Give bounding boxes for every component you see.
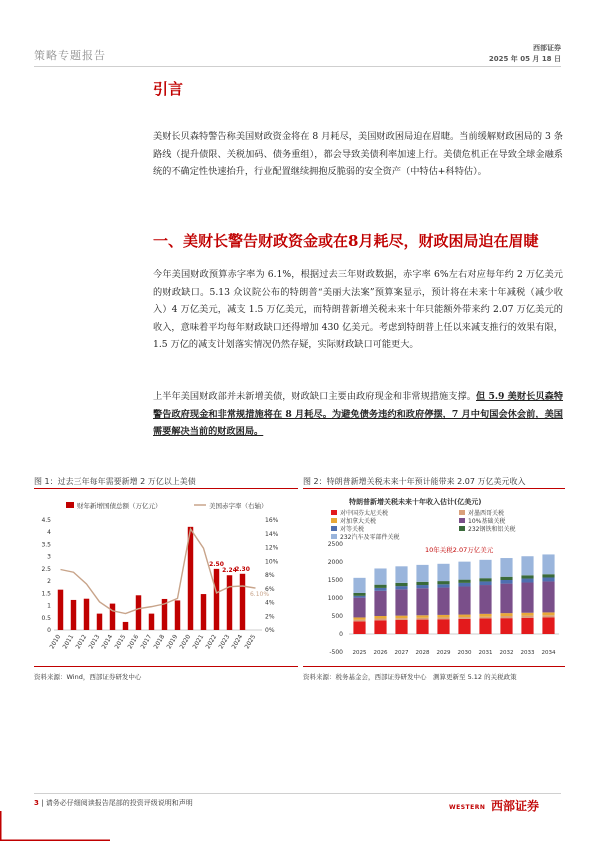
x-tick-label: 2012 [74, 633, 89, 651]
stacked-bar-segment [542, 612, 554, 615]
section-paragraph-2 [153, 388, 563, 441]
y-left-tick-label: 4 [47, 529, 51, 537]
stacked-bar-segment [500, 616, 512, 618]
footer-disclaimer-text: 请务必仔细阅读报告尾部的投资评级说明和声明 [45, 799, 193, 807]
bar-new-debt [123, 622, 128, 630]
y-right-tick-label: 2% [265, 613, 275, 621]
figure-1-top-rule [34, 488, 298, 489]
y-right-tick-label: 6% [265, 585, 275, 593]
y-left-tick-label: 3 [47, 553, 51, 561]
stacked-bar-segment [458, 617, 470, 619]
page-number-separator: | [41, 799, 46, 807]
x-tick-label: 2031 [478, 650, 493, 656]
x-tick-label: 2028 [415, 650, 430, 656]
stacked-bar-segment [395, 566, 407, 583]
x-tick-label: 2014 [100, 633, 115, 651]
figure-1-bottom-rule [34, 666, 298, 667]
y-tick-label: 2000 [327, 559, 343, 566]
stacked-bar-segment [416, 588, 428, 615]
figure-2-svg [303, 490, 565, 662]
legend-swatch [331, 526, 337, 531]
figure-2-bottom-rule [303, 666, 565, 667]
footer-disclaimer [34, 798, 193, 808]
y-tick-label: 500 [331, 613, 343, 620]
stacked-bar-segment [500, 580, 512, 584]
stacked-bar-segment [416, 615, 428, 618]
stacked-bar-segment [374, 620, 386, 634]
stacked-bar-segment [479, 560, 491, 578]
stacked-bar-segment [458, 619, 470, 634]
stacked-bar-segment [458, 580, 470, 583]
x-tick-label: 2034 [541, 650, 556, 656]
x-tick-label: 2017 [139, 633, 154, 651]
stacked-bar-segment [395, 620, 407, 634]
stacked-bar-segment [479, 578, 491, 581]
x-tick-label: 2025 [243, 633, 258, 651]
bar-new-debt [227, 575, 232, 630]
x-tick-label: 2022 [204, 633, 219, 651]
legend-label-line: 美国赤字率（右轴） [209, 502, 268, 510]
figure-2-source: 资料来源：税务基金会，西部证券研发中心 测算更新至 5.12 的关税政策 [303, 673, 517, 681]
x-tick-label: 2024 [230, 633, 245, 651]
x-tick-label: 2021 [191, 633, 206, 651]
y-left-tick-label: 2.5 [41, 565, 51, 573]
stacked-bar-segment [374, 588, 386, 591]
stacked-bar-segment [500, 584, 512, 614]
stacked-bar-segment [395, 586, 407, 589]
stacked-bar-segment [437, 564, 449, 581]
legend-swatch [459, 510, 465, 515]
stacked-bar-segment [479, 581, 491, 585]
stacked-bar-segment [458, 562, 470, 580]
stacked-bar-segment [374, 591, 386, 616]
legend-swatch [459, 526, 465, 531]
legend-label: 对墨西哥关税 [468, 510, 505, 517]
bar-new-debt [149, 614, 154, 630]
bar-new-debt [84, 599, 89, 630]
logo-chinese: 西部证券 [491, 799, 540, 813]
stacked-bar-segment [374, 585, 386, 588]
legend-label: 对中国芬太尼关税 [340, 510, 389, 517]
y-tick-label: 1500 [327, 577, 343, 584]
legend-swatch [331, 510, 337, 515]
stacked-bar-segment [374, 619, 386, 621]
stacked-bar-segment [542, 581, 554, 612]
stacked-bar-segment [395, 616, 407, 619]
stacked-bar-segment [521, 616, 533, 618]
y-right-tick-label: 12% [265, 544, 279, 552]
legend-label: 对加拿大关税 [340, 518, 377, 525]
x-tick-label: 2025 [352, 650, 367, 656]
stacked-bar-segment [521, 579, 533, 583]
paragraph-2-emphasis: 但 5.9 美财长贝森特警告政府现金和非常规措施将在 8 月耗尽。为避免债务违约和政府停摆，7 月中旬国会休会前，美国需要解决当前的财政困局。 [153, 391, 564, 437]
stacked-bar-segment [458, 586, 470, 614]
stacked-bar-segment [353, 593, 365, 596]
corner-accent-decoration [0, 811, 110, 841]
stacked-bar-segment [458, 583, 470, 587]
bar-new-debt [201, 594, 206, 630]
y-left-tick-label: 0.5 [41, 614, 51, 622]
legend-swatch [331, 518, 337, 523]
legend-swatch [331, 534, 337, 539]
stacked-bar-segment [500, 577, 512, 580]
stacked-bar-segment [521, 556, 533, 575]
y-right-tick-label: 4% [265, 599, 275, 607]
x-tick-label: 2013 [87, 633, 102, 651]
stacked-bar-segment [521, 613, 533, 616]
x-tick-label: 2029 [436, 650, 451, 656]
figure-1-svg [34, 490, 298, 662]
legend-label: 232钢铁和铝关税 [468, 526, 516, 533]
figure-1-chart [34, 490, 298, 662]
bar-new-debt [175, 600, 180, 630]
y-right-tick-label: 16% [265, 517, 279, 524]
stacked-bar-segment [353, 621, 365, 634]
page-number: 3 [34, 799, 39, 807]
stacked-bar-segment [437, 615, 449, 618]
x-tick-label: 2010 [48, 633, 63, 651]
chart-annotation: 10年关税2.07万亿美元 [425, 546, 494, 554]
stacked-bar-segment [395, 618, 407, 620]
stacked-bar-segment [353, 596, 365, 598]
stacked-bar-segment [353, 617, 365, 619]
stacked-bar-segment [479, 585, 491, 614]
header-divider [34, 66, 561, 67]
x-tick-label: 2030 [457, 650, 472, 656]
stacked-bar-segment [542, 617, 554, 634]
stacked-bar-segment [437, 584, 449, 587]
legend-label: 232汽车及零部件关税 [340, 534, 400, 541]
stacked-bar-segment [416, 620, 428, 634]
stacked-bar-segment [521, 618, 533, 634]
legend-label: 10%基础关税 [468, 518, 506, 525]
stacked-bar-segment [416, 585, 428, 588]
stacked-bar-segment [395, 583, 407, 586]
section-paragraph-1: 今年美国财政预算赤字率为 6.1%，根据过去三年财政数据，赤字率 6%左右对应每年约 2 万亿美元的财政缺口。5.13 众议院公布的特朗普“美丽大法案”预算案显示，预计将在未来十年减税（减少收入）4 万亿美元，减支 1.5 万亿美元，而特朗普新增关税未来十年只能额外带来约 2.07 万亿美元的收入，意味着平均每年财政缺口还得增加 430 亿美元。考虑到特朗普上任以来减支推行的效果有限，1.5 万亿的减支计划落实情况仍然存疑，实际财政缺口可能更大。 [153, 269, 563, 350]
line-data-label: 6.10% [249, 591, 270, 599]
stacked-bar-segment [521, 583, 533, 613]
report-date: 2025 年 05 月 18 日 [488, 55, 561, 63]
stacked-bar-segment [500, 618, 512, 634]
bar-new-debt [136, 595, 141, 630]
y-right-tick-label: 14% [265, 530, 279, 538]
y-left-tick-label: 1.5 [41, 590, 51, 598]
stacked-bar-segment [521, 575, 533, 578]
stacked-bar-segment [374, 568, 386, 584]
bar-new-debt [97, 614, 102, 630]
stacked-bar-segment [542, 577, 554, 581]
stacked-bar-segment [458, 615, 470, 618]
y-tick-label: 1000 [327, 595, 343, 602]
x-tick-label: 2020 [178, 633, 193, 651]
stacked-bar-segment [374, 616, 386, 619]
bar-new-debt [110, 604, 115, 630]
stacked-bar-segment [353, 620, 365, 622]
stacked-bar-segment [416, 582, 428, 585]
stacked-bar-segment [437, 588, 449, 615]
stacked-bar-segment [416, 618, 428, 620]
brand-logo [449, 794, 561, 816]
y-left-tick-label: 1 [47, 602, 51, 610]
bar-new-debt [58, 590, 63, 630]
legend-label: 对等关税 [340, 526, 365, 533]
bar-new-debt [214, 569, 219, 630]
stacked-bar-segment [542, 554, 554, 574]
stacked-bar-segment [437, 619, 449, 634]
stacked-bar-segment [416, 565, 428, 582]
bar-new-debt [71, 600, 76, 630]
logo-english: WESTERN [449, 804, 486, 811]
chart-title: 特朗普新增关税未来十年收入估计(亿美元) [349, 498, 482, 506]
y-right-tick-label: 0% [265, 627, 275, 634]
y-tick-label: -500 [329, 649, 343, 656]
intro-title: 引言 [153, 80, 184, 98]
stacked-bar-segment [500, 613, 512, 616]
y-right-tick-label: 10% [265, 558, 279, 566]
stacked-bar-segment [353, 578, 365, 593]
x-tick-label: 2033 [520, 650, 535, 656]
stacked-bar-segment [479, 614, 491, 617]
bar-data-label: 2.24 [222, 567, 237, 575]
legend-swatch-bars [66, 502, 74, 508]
x-tick-label: 2019 [165, 633, 180, 651]
report-type: 策略专题报告 [34, 49, 106, 62]
stacked-bar-segment [479, 617, 491, 619]
stacked-bar-segment [479, 619, 491, 634]
figure-2-title: 图 2：特朗普新增关税未来十年预计能带来 2.07 万亿美元收入 [303, 477, 526, 486]
legend-swatch [459, 518, 465, 523]
y-tick-label: 2500 [327, 541, 343, 548]
x-tick-label: 2011 [61, 633, 76, 651]
stacked-bar-segment [500, 558, 512, 577]
x-tick-label: 2026 [373, 650, 388, 656]
paragraph-2-plain: 上半年美国财政部并未新增美债，财政缺口主要由政府现金和非常规措施支撑。 [153, 391, 476, 402]
y-right-tick-label: 8% [265, 572, 275, 579]
figure-2-chart [303, 490, 565, 662]
intro-paragraph: 美财长贝森特警告称美国财政资金将在 8 月耗尽，美国财政困局迫在眉睫。当前缓解财政困局的 3 条路线（提升债限、关税加码、债务重组），都会导致美债利率加速上行。美债危机正在导致全球金融系统的不确定性快速抬升，行业配置继续拥抱反脆弱的安全资产（中特估+科特估）。 [153, 131, 563, 177]
figure-1-title: 图 1：过去三年每年需要新增 2 万亿以上美债 [34, 477, 196, 486]
x-tick-label: 2027 [394, 650, 409, 656]
figure-1-source: 资料来源：Wind，西部证券研发中心 [34, 673, 142, 681]
bar-data-label: 2.30 [235, 565, 250, 573]
stacked-bar-segment [542, 615, 554, 617]
figure-2-top-rule [303, 488, 565, 489]
stacked-bar-segment [395, 589, 407, 615]
stacked-bar-segment [542, 574, 554, 577]
y-left-tick-label: 2 [47, 578, 51, 586]
y-left-tick-label: 0 [47, 627, 51, 634]
stacked-bar-segment [353, 598, 365, 618]
legend-label-bars: 财年新增国债总额（万亿元） [77, 502, 162, 510]
y-left-tick-label: 4.5 [41, 517, 51, 524]
stacked-bar-segment [437, 581, 449, 584]
brand-name: 西部证券 [533, 44, 561, 52]
section-title: 一、美财长警告财政资金或在8月耗尽，财政困局迫在眉睫 [153, 232, 539, 250]
y-tick-label: 0 [339, 631, 343, 638]
x-tick-label: 2032 [499, 650, 514, 656]
x-tick-label: 2016 [126, 633, 141, 651]
bar-data-label: 2.50 [209, 560, 224, 568]
bar-new-debt [240, 574, 245, 630]
stacked-bar-segment [437, 617, 449, 619]
x-tick-label: 2015 [113, 633, 128, 651]
x-tick-label: 2023 [217, 633, 232, 651]
y-left-tick-label: 3.5 [41, 541, 51, 549]
x-tick-label: 2018 [152, 633, 167, 651]
